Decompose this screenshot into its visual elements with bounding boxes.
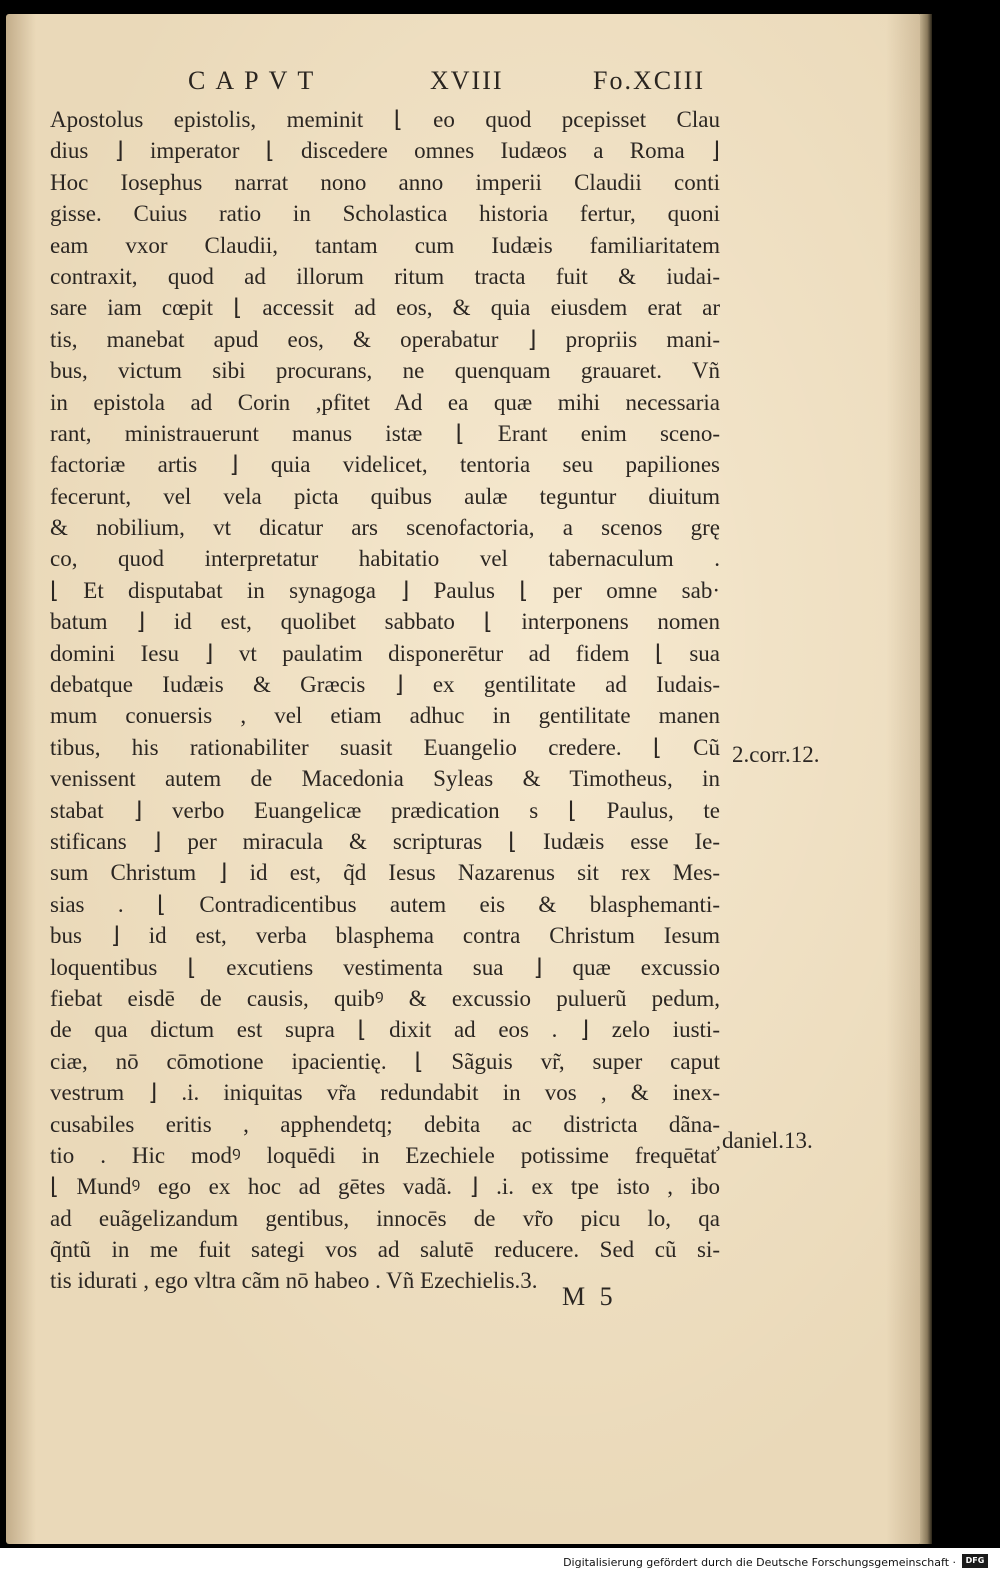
text-line: Hoc Iosephus narrat nono anno imperii Claudii conti [50,169,720,195]
text-line: ad euãgelizandum gentibus, innocēs de vr̃o picu lo, qa [50,1205,720,1231]
text-line: loquentibus ⌊ excutiens vestimenta sua ⌋ quæ excussio [50,954,720,980]
signature-mark: M 5 [562,1282,617,1311]
text-line: fecerunt, vel vela picta quibus aulæ teguntur diuitum [50,483,720,509]
text-line: cusabiles eritis , apphendetq; debita ac districta dãna- [50,1111,720,1137]
text-line: debatque Iudæis & Græcis ⌋ ex gentilitate ad Iudais- [50,672,720,698]
text-line: dius ⌋ imperator ⌊ discedere omnes Iudæos a Roma ⌋ [50,138,720,164]
text-line: eam vxor Claudii, tantam cum Iudæis familiaritatem [50,232,720,258]
text-line: & nobilium, vt dicatur ars scenofactoria, a scenos grę [50,515,720,541]
text-line: gisse. Cuius ratio in Scholastica historia fertur, quoni [50,201,720,227]
text-line: sias . ⌊ Contradicentibus autem eis & blasphemanti- [50,891,720,917]
text-line: contraxit, quod ad illorum ritum tracta fuit & iudai- [50,263,720,289]
text-line: tis, manebat apud eos, & operabatur ⌋ propriis mani- [50,326,720,352]
text-line: bus, victum sibi procurans, ne quenquam grauaret. Vñ [50,358,720,384]
margin-note: daniel.13. [722,1128,813,1153]
text-line: domini Iesu ⌋ vt paulatim disponerētur ad fidem ⌊ sua [50,640,720,666]
header-folio: Fo.XCIII [593,66,706,95]
header-chapter-number: XVIII [430,66,504,95]
footer-credit: Digitalisierung gefördert durch die Deutsche Forschungsgemeinschaft · [563,1556,956,1569]
text-line: tis idurati , ego vltra cãm nō habeo . Vñ Ezechielis.3. [50,1268,538,1294]
running-header [188,66,728,102]
text-line: sare iam cœpit ⌊ accessit ad eos, & quia eiusdem erat ar [50,295,720,321]
text-line: in epistola ad Corin ,pfitet Ad ea quæ mihi necessaria [50,389,720,415]
text-line: rant, ministrauerunt manus istæ ⌊ Erant enim sceno- [50,420,720,446]
text-line: stabat ⌋ verbo Euangelicæ prædication s ⌊ Paulus, te [50,797,720,823]
body-text [50,104,720,1297]
text-line: ⌊ Et disputabat in synagoga ⌋ Paulus ⌊ per omne sab· [50,577,720,603]
text-line: de qua dictum est supra ⌊ dixit ad eos . ⌋ zelo iusti- [50,1017,720,1043]
text-line: factoriæ artis ⌋ quia videlicet, tentoria seu papiliones [50,452,720,478]
margin-note: 2.corr.12. [732,742,820,767]
text-line: tio . Hic modꝰ loquēdi in Ezechiele potissime frequētať [50,1142,720,1168]
text-line: co, quod interpretatur habitatio vel tabernaculum . [50,546,720,572]
text-line: batum ⌋ id est, quolibet sabbato ⌊ interponens nomen [50,609,720,635]
text-line: mum conuersis , vel etiam adhuc in gentilitate manen [50,703,720,729]
text-line: venissent autem de Macedonia Syleas & Timotheus, in [50,766,720,792]
header-caput: CAPVT [188,66,324,95]
text-line: fiebat eisdē de causis, quibꝰ & excussio puluerũ pedum, [50,985,720,1011]
text-line: stificans ⌋ per miracula & scripturas ⌊ Iudæis esse Ie- [50,828,720,854]
text-line: ciæ, nō cōmotione ipacientię. ⌊ Sãguis vr̃, super caput [50,1048,720,1074]
page-edge [920,14,932,1544]
text-line: q̃ntũ in me fuit sategi vos ad salutē reducere. Sed cũ si- [50,1237,720,1263]
footer-bar [0,1548,1000,1578]
text-line: Apostolus epistolis, meminit ⌊ eo quod pcepisset Clau [50,107,720,132]
dfg-logo: DFG [962,1554,988,1568]
text-line: bus ⌋ id est, verba blasphema contra Christum Iesum [50,923,720,949]
text-line: vestrum ⌋ .i. iniquitas vr̃a redundabit in vos , & inex- [50,1080,720,1106]
text-line: ⌊ Mundꝰ ego ex hoc ad gētes vadã. ⌋ .i. ex tpe isto , ibo [50,1174,720,1200]
text-line: sum Christum ⌋ id est, q̃d Iesus Nazarenus sit rex Mes- [50,860,720,886]
text-line: tibus, his rationabiliter suasit Euangelio credere. ⌊ Cũ [50,734,720,760]
